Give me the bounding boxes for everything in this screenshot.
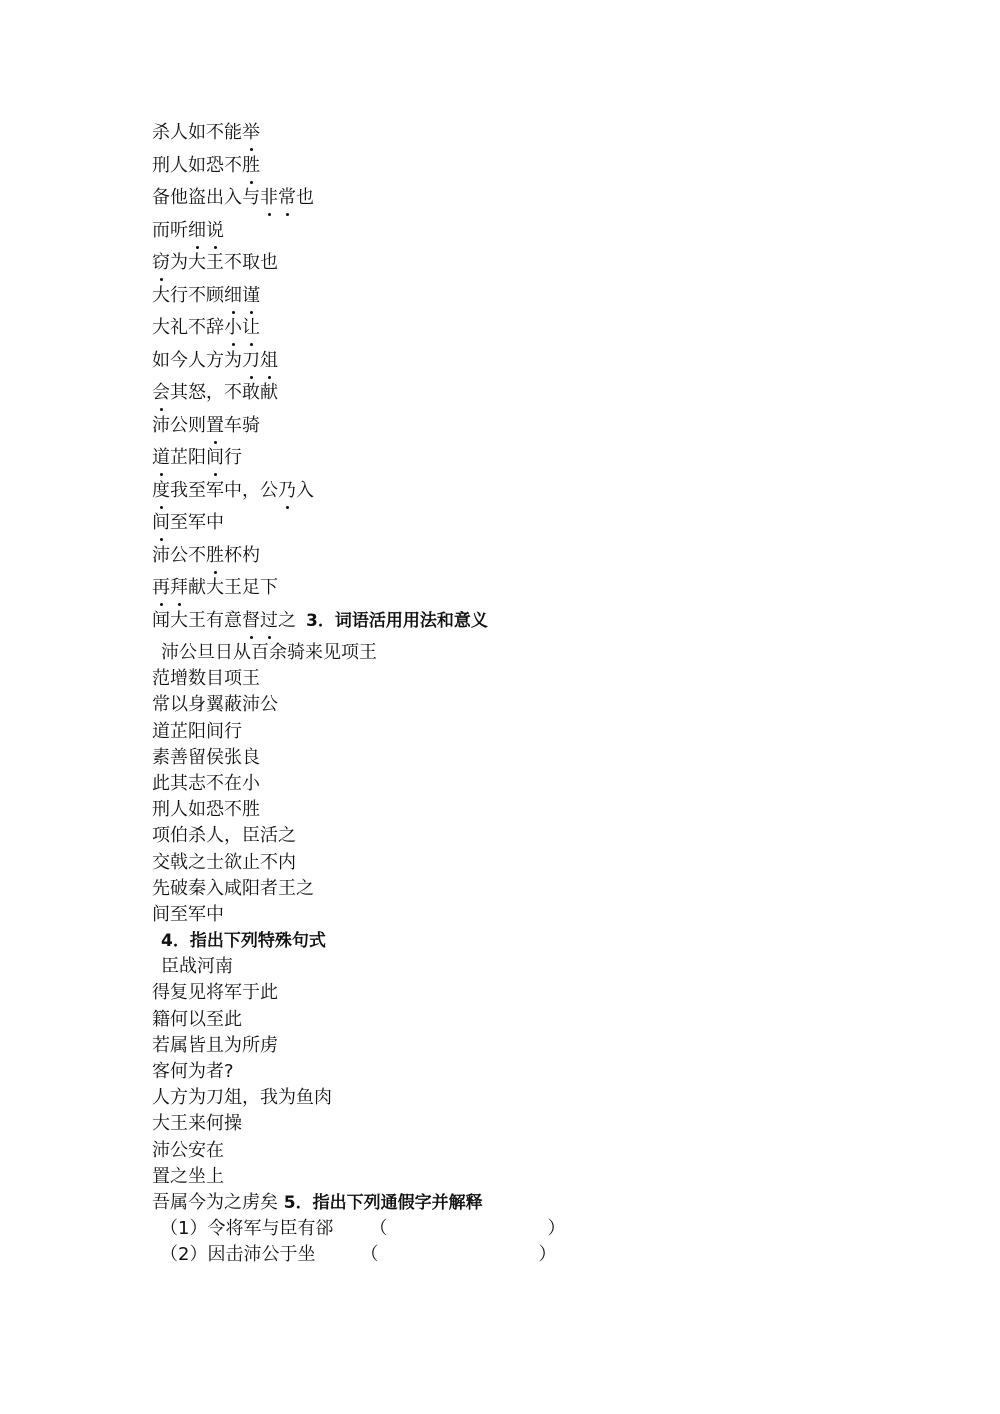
char: 王	[188, 609, 206, 631]
char: 顾	[206, 284, 224, 306]
char: 如	[188, 122, 206, 143]
char: 行	[170, 284, 188, 306]
char: 人	[188, 349, 206, 371]
char: 王	[224, 577, 242, 598]
char: 出	[206, 187, 224, 208]
emphasized-char: 说	[206, 215, 224, 247]
list-item: 范增数目项王	[152, 668, 260, 690]
char: 军	[188, 512, 206, 533]
char: 听	[170, 219, 188, 241]
char: ，	[206, 382, 224, 403]
section-heading-4: 4．指出下列特殊句式	[161, 931, 326, 952]
char: 献	[260, 382, 278, 403]
list-item: 此其志不在小	[152, 772, 260, 794]
list-item: 先破秦入咸阳者王之	[152, 877, 314, 899]
char: 沛	[152, 544, 170, 566]
list-item: 若属皆且为所虏	[152, 1034, 278, 1056]
char: 不	[188, 284, 206, 306]
char: 有	[206, 609, 224, 631]
char: 沛	[152, 414, 170, 436]
char: 中	[224, 479, 242, 501]
list-item: 大王来何操	[152, 1113, 242, 1135]
char: 不	[224, 154, 242, 176]
char: 行	[224, 447, 242, 468]
emphasized-char: 细	[188, 215, 206, 247]
emphasized-char: 小	[224, 312, 242, 344]
emphasized-char: 非	[260, 182, 278, 214]
char: 备	[152, 187, 170, 208]
char: 不	[224, 252, 242, 273]
list-item: 项伯杀人，臣活之	[152, 825, 296, 847]
char: 大	[188, 252, 206, 273]
char: 今	[170, 349, 188, 371]
dotted-line	[152, 215, 752, 248]
char: 下	[260, 577, 278, 598]
emphasized-char: 让	[242, 312, 260, 344]
char: 至	[170, 512, 188, 533]
dotted-line	[152, 117, 752, 150]
open-paren: （	[360, 1244, 379, 1266]
char: 人	[170, 154, 188, 176]
emphasized-char: 间	[152, 507, 170, 539]
char: 军	[206, 479, 224, 501]
question-text: （2）因击沛公于坐	[160, 1244, 316, 1266]
char: 大	[152, 284, 170, 306]
char: 能	[224, 122, 242, 143]
char: 盗	[188, 187, 206, 208]
dotted-line	[152, 572, 752, 605]
emphasized-char: 胜	[242, 150, 260, 182]
list-item: 常以身翼蔽沛公	[152, 694, 278, 716]
char: 我	[170, 479, 188, 501]
close-paren: ）	[538, 1244, 557, 1266]
char: 意	[224, 609, 242, 631]
dotted-line	[152, 475, 752, 508]
list-item: 籍何以至此	[152, 1008, 242, 1030]
list-item: 人方为刀俎，我为鱼肉	[152, 1087, 332, 1109]
char: 方	[206, 349, 224, 371]
emphasized-char: 督	[242, 605, 260, 637]
char: 公	[170, 544, 188, 566]
char: 人	[170, 122, 188, 143]
emphasized-char: 举	[242, 117, 260, 149]
emphasized-char: 谨	[242, 280, 260, 312]
char: 为	[170, 252, 188, 273]
list-item: 客何为者?	[152, 1061, 234, 1082]
emphasized-char: 胜	[206, 540, 224, 572]
list-item-with-heading	[152, 1190, 752, 1216]
char: 王	[206, 252, 224, 273]
emphasized-char: 常	[278, 182, 296, 214]
list-item: 沛公旦日从百余骑来见项王	[161, 642, 377, 663]
dotted-line	[152, 540, 752, 573]
char: 刑	[152, 154, 170, 176]
dotted-line	[152, 410, 752, 443]
dotted-line	[152, 605, 752, 638]
char: 怒	[188, 382, 206, 403]
char: 大	[206, 577, 224, 598]
char: 则	[188, 414, 206, 436]
list-item: 臣战河南	[161, 956, 233, 978]
char: 其	[170, 382, 188, 403]
dotted-line	[152, 345, 752, 378]
dotted-word-list	[152, 117, 752, 637]
emphasized-char: 道	[152, 442, 170, 474]
char: 入	[296, 479, 314, 501]
dotted-line	[152, 507, 752, 540]
char: 礼	[170, 317, 188, 338]
open-paren: （	[369, 1218, 388, 1240]
char: ，	[242, 479, 260, 501]
char: 如	[188, 154, 206, 176]
dotted-line	[152, 247, 752, 280]
char: 公	[260, 479, 278, 501]
question-text: （1）令将军与臣有郤	[160, 1218, 334, 1240]
dotted-line	[152, 312, 752, 345]
exercise-section	[152, 640, 752, 1269]
emphasized-char: 拜	[170, 572, 188, 604]
list-item: 沛公安在	[152, 1139, 224, 1161]
char: 杀	[152, 122, 170, 143]
fill-in-item	[152, 1216, 752, 1242]
char: 入	[224, 187, 242, 208]
char: 也	[296, 187, 314, 208]
char: 不	[188, 317, 206, 338]
list-item-text: 吾属今为之虏矣	[152, 1191, 278, 1213]
list-item: 刑人如恐不胜	[152, 799, 260, 821]
emphasized-char: 刀	[242, 345, 260, 377]
emphasized-char: 间	[206, 442, 224, 474]
emphasized-char: 俎	[260, 345, 278, 377]
char: 杯	[224, 544, 242, 566]
char: 阳	[188, 447, 206, 468]
emphasized-char: 窃	[152, 247, 170, 279]
char: 闻	[152, 609, 170, 631]
char: 辞	[206, 317, 224, 338]
list-item: 间至军中	[152, 903, 224, 925]
char: 公	[170, 414, 188, 436]
char: 如	[152, 349, 170, 371]
list-item: 道芷阳间行	[152, 720, 242, 742]
char: 骑	[242, 414, 260, 436]
list-item: 置之坐上	[152, 1165, 224, 1187]
char: 足	[242, 577, 260, 598]
emphasized-char: 再	[152, 572, 170, 604]
dotted-line	[152, 280, 752, 313]
char: 而	[152, 219, 170, 241]
emphasized-char: 细	[224, 280, 242, 312]
char: 之	[278, 609, 296, 631]
char: 不	[224, 382, 242, 403]
section-heading-5: 5．指出下列通假字并解释	[283, 1192, 483, 1213]
close-paren: ）	[547, 1218, 566, 1240]
char: 芷	[170, 447, 188, 468]
dotted-line	[152, 377, 752, 410]
list-item: 素善留侯张良	[152, 746, 260, 768]
char: 献	[188, 577, 206, 598]
emphasized-char: 过	[260, 605, 278, 637]
dotted-line	[152, 442, 752, 475]
list-item: 交戟之士欲止不内	[152, 851, 296, 873]
char: 中	[206, 512, 224, 533]
emphasized-char: 度	[152, 475, 170, 507]
emphasized-char: 会	[152, 377, 170, 409]
char: 大	[152, 317, 170, 338]
emphasized-char: 置	[206, 410, 224, 442]
char: 车	[224, 414, 242, 436]
char: 敢	[242, 382, 260, 403]
char: 不	[206, 122, 224, 143]
char: 不	[188, 544, 206, 566]
fill-in-item	[152, 1242, 752, 1268]
char: 也	[260, 252, 278, 273]
dotted-line	[152, 182, 752, 215]
char: 与	[242, 187, 260, 208]
list-item: 得复见将军于此	[152, 982, 278, 1004]
emphasized-char: 乃	[278, 475, 296, 507]
char: 取	[242, 252, 260, 273]
char: 大	[170, 609, 188, 631]
char: 恐	[206, 154, 224, 176]
char: 为	[224, 349, 242, 371]
dotted-line	[152, 150, 752, 183]
char: 至	[188, 479, 206, 501]
char: 他	[170, 187, 188, 208]
char: 杓	[242, 544, 260, 566]
section-heading-3: 3．词语活用用法和意义	[306, 610, 488, 631]
